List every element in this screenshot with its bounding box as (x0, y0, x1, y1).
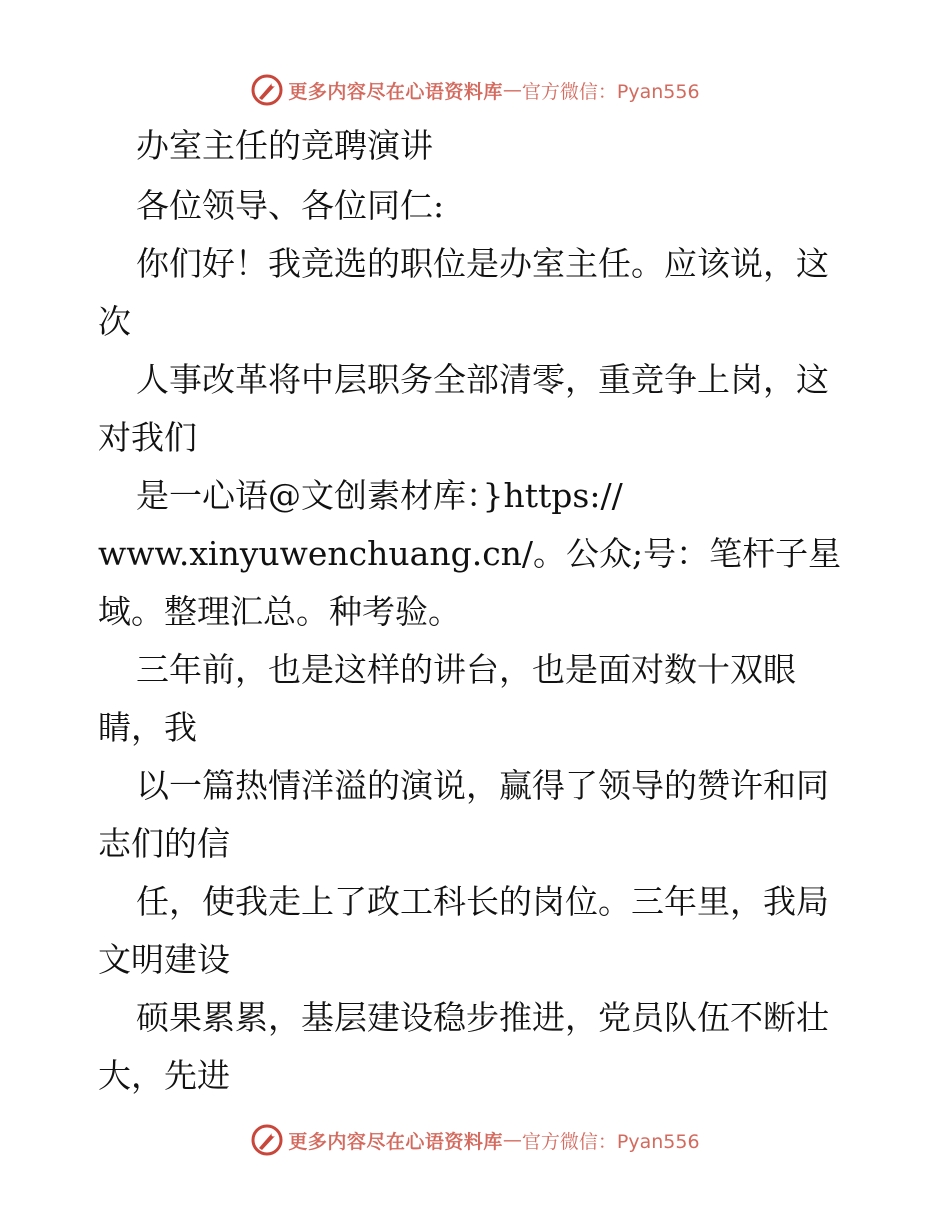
text-line: 对我们 (98, 418, 197, 457)
banner-brand-text: 更多内容尽在心语资料库 (288, 1130, 503, 1153)
text-line: 硕果累累，基层建设稳步推进，党员队伍不断壮 (136, 998, 829, 1037)
salutation: 各位领导、各位同仁: (136, 186, 445, 225)
text-line: 人事改革将中层职务全部清零，重竞争上岗，这 (136, 360, 829, 399)
banner-dash: — (502, 1129, 522, 1151)
text-line: www.xinyuwenchuang.cn/。公众;号：笔杆子星 (98, 534, 842, 573)
text-line: 大，先进 (98, 1056, 230, 1095)
banner-wechat-contact: 官方微信：Pyan556 (521, 1130, 700, 1153)
text-line: 以一篇热情洋溢的演说，赢得了领导的赞许和同 (136, 766, 829, 805)
banner-brand-text: 更多内容尽在心语资料库 (288, 80, 503, 103)
header-banner (0, 72, 950, 108)
text-line: 睛，我 (98, 708, 197, 747)
pen-logo-icon (250, 1123, 284, 1157)
banner-wechat-contact: 官方微信：Pyan556 (521, 80, 700, 103)
text-line: 文明建设 (98, 940, 230, 979)
text-line: 任，使我走上了政工科长的岗位。三年里，我局 (136, 882, 829, 921)
footer-banner (0, 1122, 950, 1158)
banner-dash: — (502, 79, 522, 101)
text-line: 你们好！我竞选的职位是办室主任。应该说，这 (136, 244, 829, 283)
text-line: 是一心语@文创素材库：}https:// (136, 476, 623, 515)
text-line: 次 (98, 302, 131, 341)
text-line: 三年前，也是这样的讲台，也是面对数十双眼 (136, 650, 796, 689)
document-title: 办室主任的竞聘演讲 (136, 126, 433, 165)
pen-logo-icon (250, 73, 284, 107)
text-line: 域。整理汇总。种考验。 (98, 592, 461, 631)
text-line: 志们的信 (98, 824, 230, 863)
